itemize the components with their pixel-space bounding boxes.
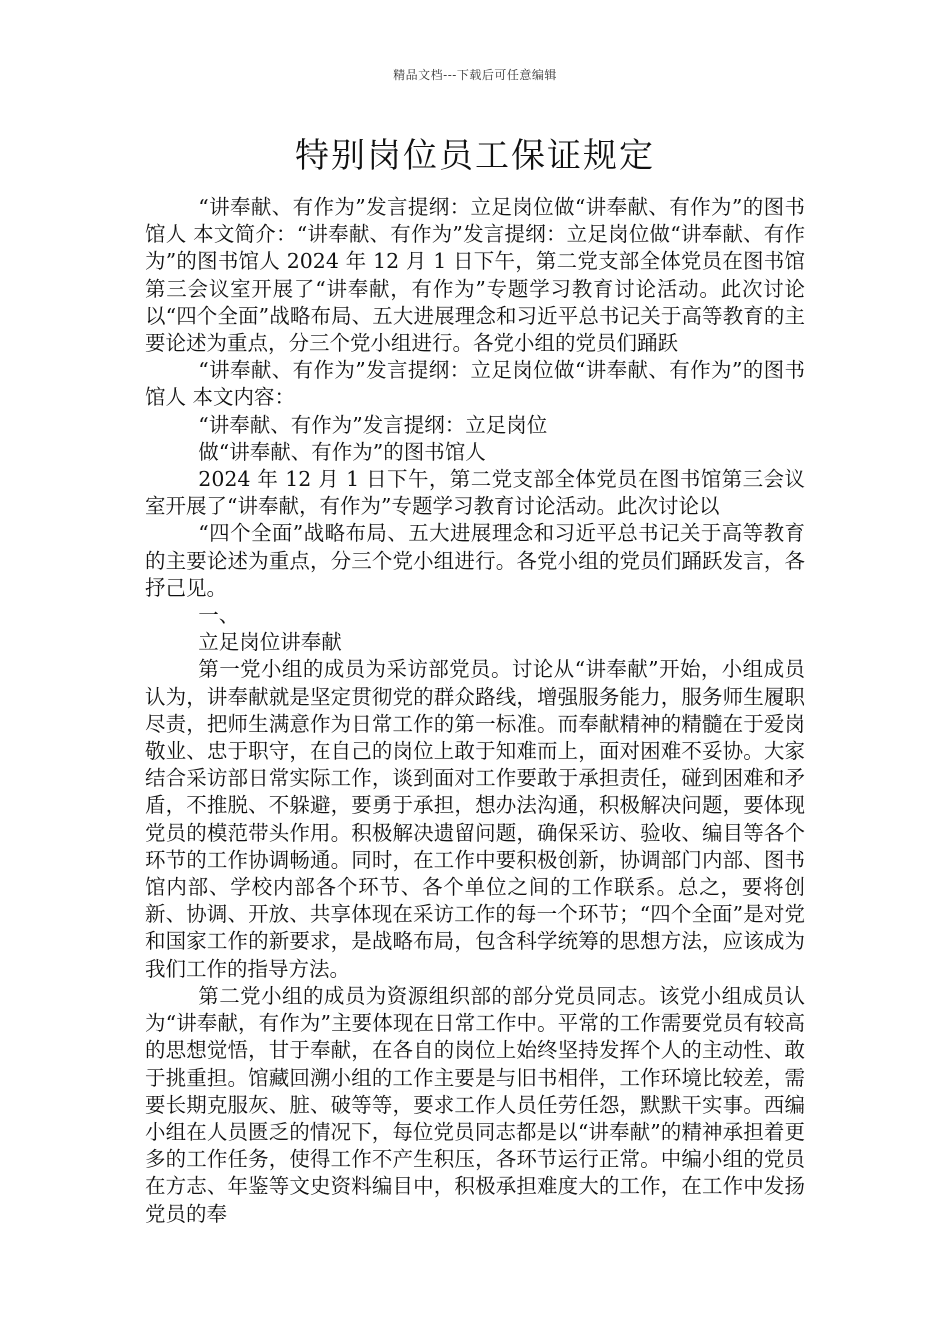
document-title: 特别岗位员工保证规定 <box>295 136 655 176</box>
document-body <box>145 194 805 1314</box>
paragraph: 2024 年 12 月 1 日下午，第二党支部全体党员在图书馆第三会议室开展了“讲奉献，有作为”专题学习教育讨论活动。此次讨论以 <box>145 467 805 519</box>
paragraph: “讲奉献、有作为”发言提纲：立足岗位 <box>198 412 548 437</box>
paragraph: “讲奉献、有作为”发言提纲：立足岗位做“讲奉献、有作为”的图书馆人 本文内容： <box>145 358 805 410</box>
paragraph: 第二党小组的成员为资源组织部的部分党员同志。该党小组成员认为“讲奉献，有作为”主要体现在日常工作中。平常的工作需要党员有较高的思想觉悟，甘于奉献，在各自的岗位上始终坚持发挥个人的主动性、敢于挑重担。馆藏回溯小组的工作主要是与旧书相伴，工作环境比较差，需要长期克服灰、脏、破等等，要求工作人员任劳任怨，默默干实事。西编小组在人员匮乏的情况下，每位党员同志都是以“讲奉献”的精神承担着更多的工作任务，使得工作不产生积压，各环节运行正常。中编小组的党员在方志、年鉴等文史资料编目中，积极承担难度大的工作，在工作中发扬党员的奉 <box>145 983 805 1226</box>
paragraph: “讲奉献、有作为”发言提纲：立足岗位做“讲奉献、有作为”的图书馆人 本文简介：“讲奉献、有作为”发言提纲：立足岗位做“讲奉献、有作为”的图书馆人 2024 年 12 月 1 日下午，第二党支部全体党员在图书馆第三会议室开展了“讲奉献，有作为”专题学习教育讨论活动。此次讨论以“四个全面”战略布局、五大进展理念和习近平总书记关于高等教育的主要论述为重点，分三个党小组进行。各党小组的党员们踊跃 <box>145 195 805 356</box>
section-heading: 立足岗位讲奉献 <box>198 630 342 655</box>
paragraph: 做“讲奉献、有作为”的图书馆人 <box>198 439 486 464</box>
paragraph: “四个全面”战略布局、五大进展理念和习近平总书记关于高等教育的主要论述为重点，分三个党小组进行。各党小组的党员们踊跃发言，各抒己见。 <box>145 521 805 600</box>
section-number: 一、 <box>198 603 240 628</box>
header-note: 精品文档---下载后可任意编辑 <box>393 68 557 82</box>
paragraph: 第一党小组的成员为采访部党员。讨论从“讲奉献”开始，小组成员认为，讲奉献就是坚定贯彻党的群众路线，增强服务能力，服务师生履职尽责，把师生满意作为日常工作的第一标准。而奉献精神的精髓在于爱岗敬业、忠于职守，在自己的岗位上敢于知难而上，面对困难不妥协。大家结合采访部日常实际工作，谈到面对工作要敢于承担责任，碰到困难和矛盾，不推脱、不躲避，要勇于承担，想办法沟通，积极解决问题，要体现党员的模范带头作用。积极解决遗留问题，确保采访、验收、编目等各个环节的工作协调畅通。同时，在工作中要积极创新，协调部门内部、图书馆内部、学校内部各个环节、各个单位之间的工作联系。总之，要将创新、协调、开放、共享体现在采访工作的每一个环节；“四个全面”是对党和国家工作的新要求，是战略布局，包含科学统筹的思想方法，应该成为我们工作的指导方法。 <box>145 657 805 981</box>
